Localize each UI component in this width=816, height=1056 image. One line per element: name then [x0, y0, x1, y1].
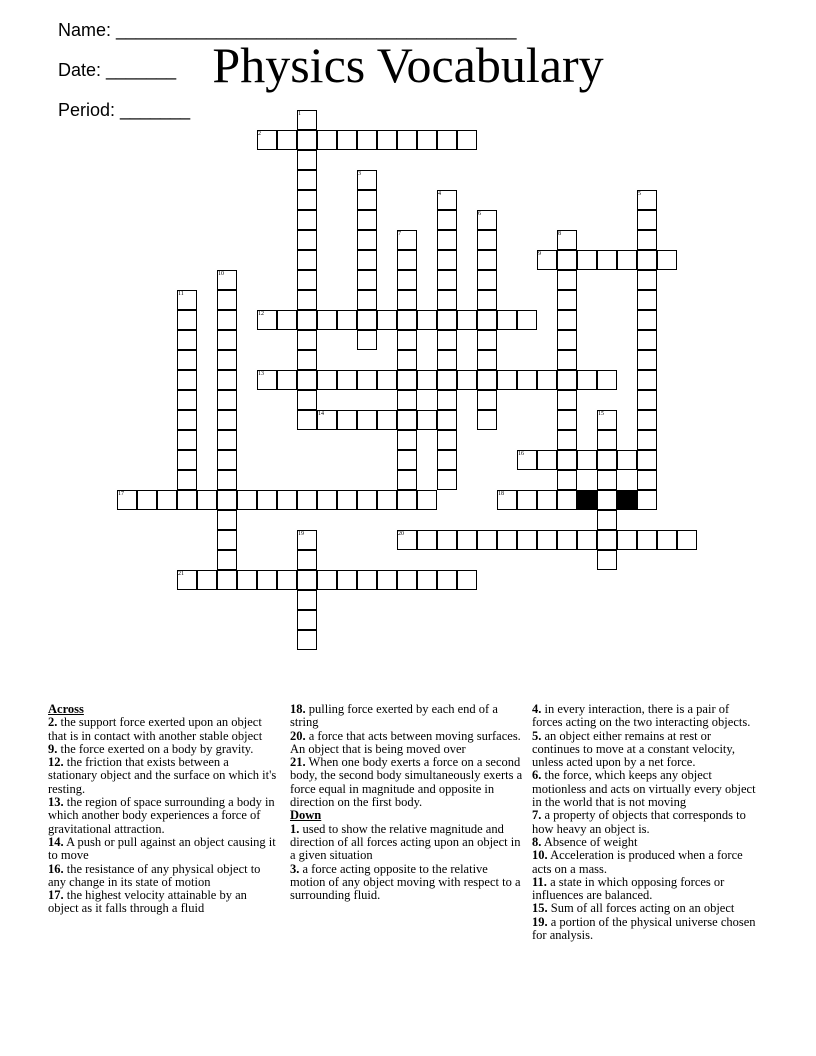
clue-number: 4.: [532, 702, 542, 716]
crossword-cell[interactable]: [637, 530, 657, 550]
crossword-cell[interactable]: [517, 530, 537, 550]
crossword-cell[interactable]: [377, 370, 397, 390]
crossword-cell[interactable]: [357, 290, 377, 310]
crossword-cell[interactable]: [637, 370, 657, 390]
clue-number: 18.: [290, 702, 306, 716]
clue-item: [48, 863, 280, 890]
crossword-cell[interactable]: [437, 290, 457, 310]
clue-number: 12.: [48, 755, 64, 770]
clue-item: [48, 796, 280, 836]
clue-text: the force exerted on a body by gravity.: [60, 741, 254, 756]
crossword-cell[interactable]: [177, 410, 197, 430]
crossword-cell[interactable]: [317, 490, 337, 510]
crossword-cell[interactable]: [297, 350, 317, 370]
crossword-cell[interactable]: [217, 570, 237, 590]
clue-number-label: 13: [258, 371, 264, 377]
crossword-block-cell: [617, 490, 637, 510]
clue-number-label: 6: [478, 211, 481, 217]
crossword-cell[interactable]: [337, 570, 357, 590]
crossword-cell[interactable]: [637, 410, 657, 430]
crossword-cell[interactable]: [477, 530, 497, 550]
crossword-cell[interactable]: [397, 450, 417, 470]
crossword-cell[interactable]: [217, 330, 237, 350]
crossword-cell[interactable]: [197, 570, 217, 590]
clue-number-label: 2: [258, 131, 261, 137]
crossword-cell[interactable]: [557, 330, 577, 350]
crossword-cell[interactable]: [597, 470, 617, 490]
clue-text: in every interaction, there is a pair of forces acting on the two interacting objects.: [532, 702, 751, 730]
crossword-cell[interactable]: [557, 370, 577, 390]
crossword-cell[interactable]: [437, 210, 457, 230]
clue-item: [48, 889, 280, 916]
clue-number: 15.: [532, 901, 548, 916]
crossword-cell[interactable]: [237, 490, 257, 510]
crossword-cell[interactable]: [297, 310, 317, 330]
crossword-cell[interactable]: [217, 510, 237, 530]
crossword-cell[interactable]: [557, 410, 577, 430]
crossword-cell[interactable]: [557, 250, 577, 270]
clue-number: 21.: [290, 755, 306, 770]
crossword-cell[interactable]: [477, 350, 497, 370]
crossword-cell[interactable]: [437, 350, 457, 370]
crossword-cell[interactable]: [277, 310, 297, 330]
crossword-cell[interactable]: [297, 290, 317, 310]
crossword-cell[interactable]: [217, 530, 237, 550]
clue-text: When one body exerts a force on a second body, the second body simultaneously exerts a force equal in magnitude and opposite in direction on the first body.: [290, 755, 523, 810]
crossword-cell[interactable]: [597, 430, 617, 450]
crossword-cell[interactable]: [657, 530, 677, 550]
name-field-label[interactable]: Name: ________________________________________: [58, 20, 517, 40]
crossword-cell[interactable]: [437, 130, 457, 150]
clue-item: [48, 836, 280, 863]
crossword-cell[interactable]: [297, 390, 317, 410]
crossword-cell[interactable]: [397, 490, 417, 510]
crossword-cell[interactable]: [437, 570, 457, 590]
clue-text: a force that acts between moving surfaces. An object that is being moved over: [290, 728, 521, 756]
crossword-cell[interactable]: [457, 570, 477, 590]
crossword-cell[interactable]: [217, 490, 237, 510]
clue-number-label: 18: [498, 491, 504, 497]
clue-number: 11.: [532, 874, 547, 889]
crossword-cell[interactable]: [397, 330, 417, 350]
crossword-cell[interactable]: [637, 450, 657, 470]
crossword-cell[interactable]: [377, 310, 397, 330]
crossword-cell[interactable]: [577, 250, 597, 270]
crossword-cell[interactable]: [437, 250, 457, 270]
crossword-cell[interactable]: [457, 130, 477, 150]
crossword-cell[interactable]: [297, 630, 317, 650]
crossword-cell[interactable]: [457, 530, 477, 550]
clue-text: pulling force exerted by each end of a string: [290, 702, 498, 730]
crossword-cell[interactable]: [297, 150, 317, 170]
crossword-cell[interactable]: [357, 490, 377, 510]
crossword-cell[interactable]: [237, 570, 257, 590]
crossword-cell[interactable]: [277, 570, 297, 590]
clue-number-label: 3: [358, 171, 361, 177]
crossword-cell[interactable]: [597, 530, 617, 550]
crossword-cell[interactable]: [217, 470, 237, 490]
crossword-cell[interactable]: [137, 490, 157, 510]
clue-text: an object either remains at rest or continues to move at a constant velocity, unless acted upon by a net force.: [532, 728, 735, 770]
crossword-cell[interactable]: [597, 510, 617, 530]
crossword-cell[interactable]: [477, 410, 497, 430]
crossword-cell[interactable]: [277, 370, 297, 390]
crossword-cell[interactable]: [437, 470, 457, 490]
crossword-cell[interactable]: [437, 370, 457, 390]
crossword-cell[interactable]: [477, 270, 497, 290]
clue-number-label: 19: [298, 531, 304, 537]
crossword-cell[interactable]: [357, 210, 377, 230]
crossword-cell[interactable]: [617, 530, 637, 550]
crossword-cell[interactable]: [317, 370, 337, 390]
crossword-cell[interactable]: [397, 390, 417, 410]
clue-item: [290, 823, 524, 863]
crossword-cell[interactable]: [637, 490, 657, 510]
crossword-cell[interactable]: [177, 450, 197, 470]
crossword-cell[interactable]: [377, 490, 397, 510]
crossword-cell[interactable]: [357, 570, 377, 590]
crossword-cell[interactable]: [397, 470, 417, 490]
crossword-cell[interactable]: [377, 570, 397, 590]
crossword-cell[interactable]: [417, 570, 437, 590]
clue-number-label: 9: [538, 251, 541, 257]
crossword-cell[interactable]: [577, 370, 597, 390]
crossword-cell[interactable]: [557, 430, 577, 450]
crossword-cell[interactable]: [637, 330, 657, 350]
crossword-cell[interactable]: [297, 570, 317, 590]
crossword-cell[interactable]: [637, 210, 657, 230]
clue-number: 6.: [532, 768, 542, 783]
crossword-cell[interactable]: [397, 570, 417, 590]
crossword-cell[interactable]: [337, 490, 357, 510]
clue-number: 5.: [532, 728, 542, 743]
crossword-cell[interactable]: [417, 490, 437, 510]
crossword-cell[interactable]: [617, 250, 637, 270]
crossword-cell[interactable]: [597, 250, 617, 270]
clue-number: 16.: [48, 861, 64, 876]
clue-text: Acceleration is produced when a force acts on a mass.: [532, 848, 743, 876]
crossword-cell[interactable]: [437, 270, 457, 290]
crossword-cell[interactable]: [297, 490, 317, 510]
clue-number-label: 12: [258, 311, 264, 317]
crossword-cell[interactable]: [677, 530, 697, 550]
clue-item: [48, 743, 280, 756]
crossword-cell[interactable]: [357, 310, 377, 330]
crossword-cell[interactable]: [177, 430, 197, 450]
clue-text: Absence of weight: [543, 834, 638, 849]
crossword-cell[interactable]: [297, 230, 317, 250]
crossword-cell[interactable]: [637, 390, 657, 410]
crossword-block-cell: [577, 490, 597, 510]
crossword-cell[interactable]: [297, 270, 317, 290]
crossword-cell[interactable]: [157, 490, 177, 510]
crossword-cell[interactable]: [597, 490, 617, 510]
crossword-cell[interactable]: [177, 330, 197, 350]
crossword-cell[interactable]: [477, 230, 497, 250]
crossword-cell[interactable]: [597, 550, 617, 570]
crossword-cell[interactable]: [217, 390, 237, 410]
clue-number: 2.: [48, 715, 58, 730]
crossword-cell[interactable]: [497, 370, 517, 390]
crossword-cell[interactable]: [177, 310, 197, 330]
clue-number: 19.: [532, 914, 548, 929]
crossword-cell[interactable]: [437, 390, 457, 410]
crossword-cell[interactable]: [177, 490, 197, 510]
crossword-cell[interactable]: [377, 410, 397, 430]
clue-item: [290, 730, 524, 757]
crossword-cell[interactable]: [297, 590, 317, 610]
clue-section-heading: Across: [48, 702, 84, 716]
crossword-cell[interactable]: [177, 370, 197, 390]
crossword-cell[interactable]: [417, 410, 437, 430]
crossword-cell[interactable]: [357, 370, 377, 390]
clue-text: a portion of the physical universe chosen for analysis.: [532, 914, 756, 943]
clue-number-label: 11: [178, 291, 184, 297]
crossword-cell[interactable]: [457, 370, 477, 390]
crossword-cell[interactable]: [257, 490, 277, 510]
crossword-cell[interactable]: [217, 410, 237, 430]
clue-number: 8.: [532, 834, 542, 849]
crossword-cell[interactable]: [257, 570, 277, 590]
clue-text: a state in which opposing forces or influences are balanced.: [532, 874, 725, 903]
crossword-cell[interactable]: [217, 350, 237, 370]
crossword-cell[interactable]: [317, 130, 337, 150]
crossword-cell[interactable]: [397, 410, 417, 430]
crossword-cell[interactable]: [337, 310, 357, 330]
clue-number-label: 20: [398, 531, 404, 537]
clue-number-label: 4: [438, 191, 441, 197]
clue-text: used to show the relative magnitude and direction of all forces acting upon an object in a given situation: [290, 821, 521, 863]
crossword-cell[interactable]: [437, 430, 457, 450]
crossword-cell[interactable]: [217, 550, 237, 570]
clue-item: [532, 809, 758, 836]
clue-number-label: 21: [178, 571, 184, 577]
crossword-cell[interactable]: [417, 310, 437, 330]
crossword-cell[interactable]: [637, 290, 657, 310]
clues-column-2: [290, 703, 524, 902]
clue-number-label: 1: [298, 111, 301, 117]
crossword-cell[interactable]: [557, 270, 577, 290]
crossword-cell[interactable]: [477, 310, 497, 330]
crossword-cell[interactable]: [297, 170, 317, 190]
crossword-cell[interactable]: [397, 130, 417, 150]
crossword-cell[interactable]: [397, 310, 417, 330]
clue-number: 1.: [290, 821, 300, 836]
clue-text: the support force exerted upon an object that is in contact with another stable object: [48, 715, 263, 743]
crossword-cell[interactable]: [557, 390, 577, 410]
crossword-cell[interactable]: [637, 310, 657, 330]
crossword-cell[interactable]: [517, 310, 537, 330]
crossword-cell[interactable]: [337, 410, 357, 430]
clue-number: 7.: [532, 808, 542, 823]
clue-number: 13.: [48, 795, 64, 810]
crossword-cell[interactable]: [517, 490, 537, 510]
clue-number-label: 5: [638, 191, 641, 197]
crossword-cell[interactable]: [517, 370, 537, 390]
crossword-cell[interactable]: [577, 530, 597, 550]
clue-number-label: 10: [218, 271, 224, 277]
crossword-cell[interactable]: [437, 450, 457, 470]
crossword-cell[interactable]: [397, 290, 417, 310]
crossword-cell[interactable]: [637, 350, 657, 370]
crossword-cell[interactable]: [497, 530, 517, 550]
crossword-cell[interactable]: [477, 290, 497, 310]
clue-number-label: 8: [558, 231, 561, 237]
crossword-cell[interactable]: [357, 410, 377, 430]
clue-item: [532, 916, 758, 943]
clue-text: A push or pull against an object causing it to move: [48, 834, 276, 863]
crossword-cell[interactable]: [477, 330, 497, 350]
clue-number: 10.: [532, 848, 548, 863]
crossword-cell[interactable]: [177, 470, 197, 490]
clues-column-3: [532, 703, 758, 942]
crossword-cell[interactable]: [337, 130, 357, 150]
crossword-cell[interactable]: [537, 370, 557, 390]
crossword-cell[interactable]: [357, 250, 377, 270]
crossword-cell[interactable]: [297, 410, 317, 430]
crossword-cell[interactable]: [657, 250, 677, 270]
clue-number: 20.: [290, 728, 306, 743]
clue-number-label: 17: [118, 491, 124, 497]
clue-item: [532, 769, 758, 809]
clue-item: [532, 849, 758, 876]
crossword-cell[interactable]: [297, 550, 317, 570]
crossword-cell[interactable]: [557, 350, 577, 370]
clue-item: [290, 863, 524, 903]
crossword-cell[interactable]: [397, 370, 417, 390]
crossword-cell[interactable]: [637, 250, 657, 270]
clue-item: [532, 703, 758, 730]
crossword-cell[interactable]: [297, 370, 317, 390]
crossword-cell[interactable]: [397, 350, 417, 370]
clue-number-label: 14: [318, 411, 324, 417]
crossword-cell[interactable]: [537, 530, 557, 550]
clue-text: the force, which keeps any object motionless and acts on virtually every object in the world that is not moving: [532, 768, 756, 810]
clue-text: the resistance of any physical object to any change in its state of motion: [48, 861, 261, 889]
period-field-label[interactable]: Period: _______: [58, 100, 191, 120]
page-title: Physics Vocabulary: [212, 37, 604, 93]
crossword-cell[interactable]: [277, 490, 297, 510]
crossword-cell[interactable]: [637, 230, 657, 250]
crossword-cell[interactable]: [637, 430, 657, 450]
crossword-cell[interactable]: [297, 130, 317, 150]
crossword-cell[interactable]: [477, 250, 497, 270]
clue-number: 9.: [48, 741, 58, 756]
date-field-label[interactable]: Date: _______: [58, 60, 177, 80]
clue-text: the highest velocity attainable by an object as it falls through a fluid: [48, 888, 247, 916]
crossword-cell[interactable]: [457, 310, 477, 330]
crossword-cell[interactable]: [337, 370, 357, 390]
clue-item: [532, 876, 758, 903]
crossword-cell[interactable]: [317, 310, 337, 330]
clue-section-heading: Down: [290, 808, 322, 823]
crossword-cell[interactable]: [297, 610, 317, 630]
crossword-cell[interactable]: [357, 330, 377, 350]
crossword-cell[interactable]: [537, 490, 557, 510]
crossword-cell[interactable]: [617, 450, 637, 470]
crossword-cell[interactable]: [637, 470, 657, 490]
crossword-cell[interactable]: [557, 530, 577, 550]
crossword-cell[interactable]: [177, 390, 197, 410]
crossword-cell[interactable]: [217, 370, 237, 390]
crossword-cell[interactable]: [597, 450, 617, 470]
crossword-cell[interactable]: [637, 270, 657, 290]
crossword-cell[interactable]: [177, 350, 197, 370]
clue-text: a property of objects that corresponds to how heavy an object is.: [532, 808, 746, 836]
clue-number-label: 7: [398, 231, 401, 237]
crossword-cell[interactable]: [437, 230, 457, 250]
crossword-cell[interactable]: [497, 310, 517, 330]
crossword-cell[interactable]: [317, 570, 337, 590]
crossword-cell[interactable]: [417, 130, 437, 150]
clue-item: [532, 902, 758, 915]
crossword-cell[interactable]: [557, 490, 577, 510]
crossword-cell[interactable]: [557, 450, 577, 470]
clue-number: 17.: [48, 888, 64, 903]
clue-text: a force acting opposite to the relative motion of any object moving with respect to a surrounding fluid.: [290, 861, 521, 903]
crossword-cell[interactable]: [557, 290, 577, 310]
clue-number-label: 16: [518, 451, 524, 457]
clue-number: 14.: [48, 834, 64, 849]
crossword-cell[interactable]: [357, 230, 377, 250]
crossword-cell[interactable]: [397, 430, 417, 450]
crossword-cell[interactable]: [577, 450, 597, 470]
crossword-cell[interactable]: [557, 310, 577, 330]
clue-item: [290, 703, 524, 730]
crossword-cell[interactable]: [397, 250, 417, 270]
crossword-cell[interactable]: [297, 330, 317, 350]
clue-number-label: 15: [598, 411, 604, 417]
crossword-cell[interactable]: [377, 130, 397, 150]
crossword-cell[interactable]: [197, 490, 217, 510]
crossword-cell[interactable]: [217, 450, 237, 470]
crossword-cell[interactable]: [297, 210, 317, 230]
clues-column-1: [48, 703, 280, 916]
crossword-cell[interactable]: [277, 130, 297, 150]
crossword-cell[interactable]: [537, 450, 557, 470]
crossword-cell[interactable]: [417, 370, 437, 390]
clue-item: [532, 730, 758, 770]
crossword-cell[interactable]: [217, 430, 237, 450]
crossword-cell[interactable]: [557, 470, 577, 490]
clue-item: [532, 836, 758, 849]
clue-number: 3.: [290, 861, 300, 876]
crossword-cell[interactable]: [437, 530, 457, 550]
crossword-cell[interactable]: [397, 270, 417, 290]
clue-item: [48, 716, 280, 743]
crossword-cell[interactable]: [357, 190, 377, 210]
crossword-cell[interactable]: [297, 250, 317, 270]
clue-text: the region of space surrounding a body in which another body experiences a force of gravitational attraction.: [48, 795, 275, 836]
crossword-cell[interactable]: [217, 290, 237, 310]
clue-text: Sum of all forces acting on an object: [550, 901, 735, 916]
crossword-cell[interactable]: [417, 530, 437, 550]
crossword-cell[interactable]: [297, 190, 317, 210]
crossword-cell[interactable]: [217, 310, 237, 330]
clue-item: [290, 756, 524, 809]
crossword-cell[interactable]: [357, 130, 377, 150]
clue-text: the friction that exists between a stationary object and the surface on which it's resting.: [48, 755, 277, 796]
crossword-cell[interactable]: [437, 310, 457, 330]
crossword-cell[interactable]: [437, 410, 457, 430]
clue-item: [48, 756, 280, 796]
crossword-cell[interactable]: [437, 330, 457, 350]
crossword-cell[interactable]: [477, 390, 497, 410]
crossword-cell[interactable]: [357, 270, 377, 290]
crossword-cell[interactable]: [597, 370, 617, 390]
crossword-cell[interactable]: [477, 370, 497, 390]
